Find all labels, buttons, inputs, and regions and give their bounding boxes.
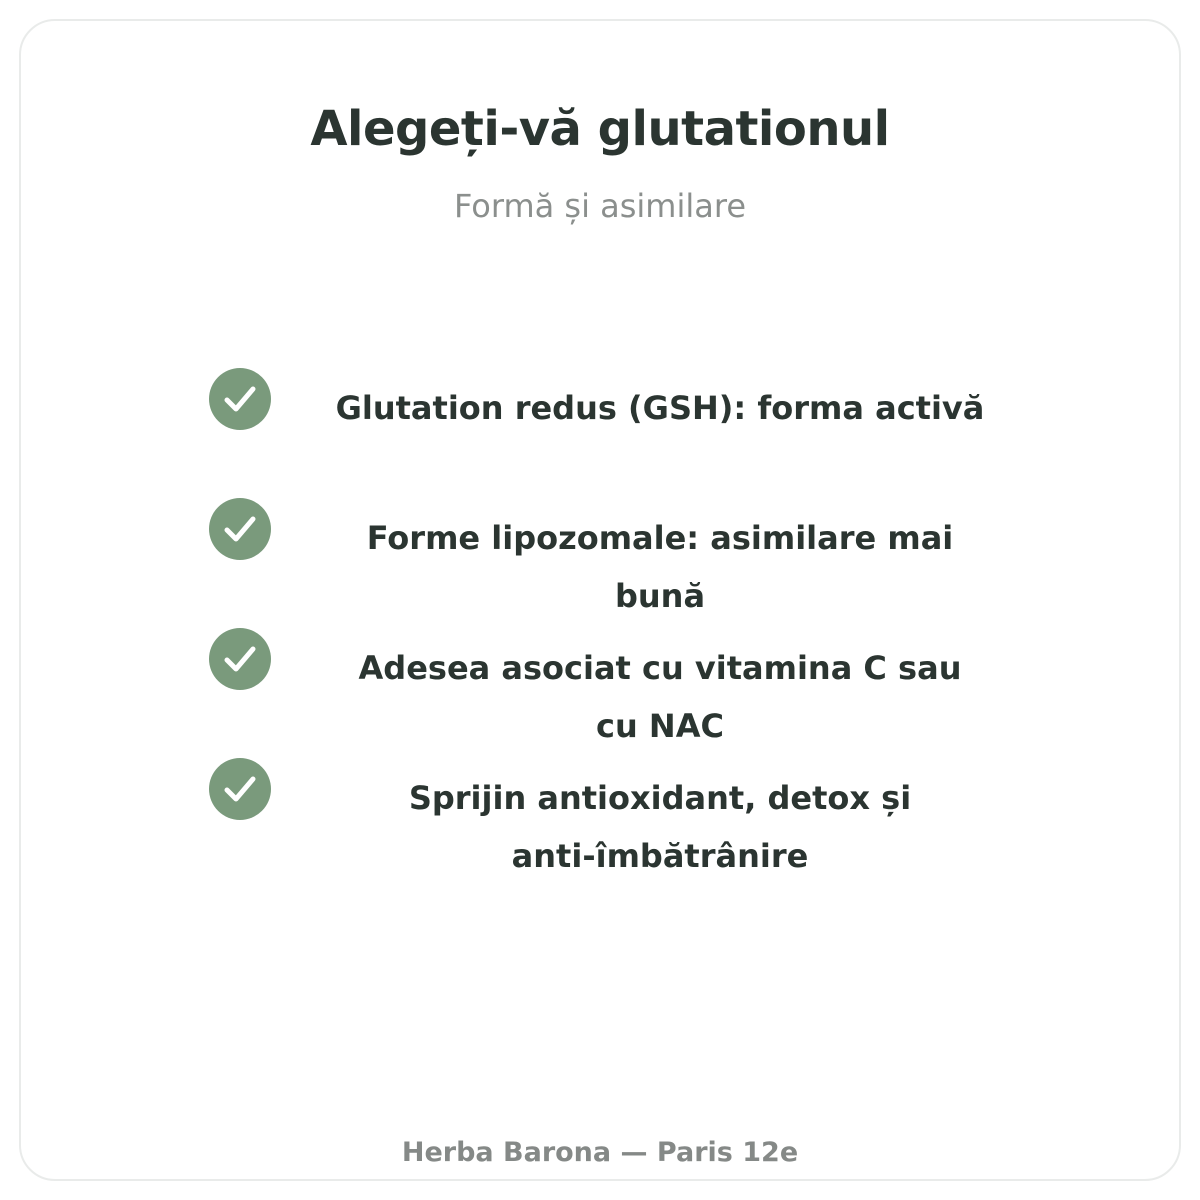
footer-brand: Herba Barona — Paris 12e bbox=[401, 1137, 799, 1168]
check-circle-icon bbox=[209, 498, 271, 560]
checklist-item-label: Sprijin antioxidant, detox și anti-îmbătrânire bbox=[408, 779, 912, 875]
check-circle-icon bbox=[209, 368, 271, 430]
checklist-item-label: Adesea asociat cu vitamina C sau cu NAC bbox=[358, 649, 962, 745]
check-circle-icon bbox=[209, 758, 271, 820]
check-circle-icon bbox=[209, 628, 271, 690]
checklist-item-label: Forme lipozomale: asimilare mai bună bbox=[366, 519, 954, 615]
page-title: Alegeți-vă glutationul bbox=[310, 101, 890, 157]
checklist-item-label: Glutation redus (GSH): forma activă bbox=[335, 389, 985, 427]
page-subtitle: Formă și asimilare bbox=[454, 187, 746, 225]
